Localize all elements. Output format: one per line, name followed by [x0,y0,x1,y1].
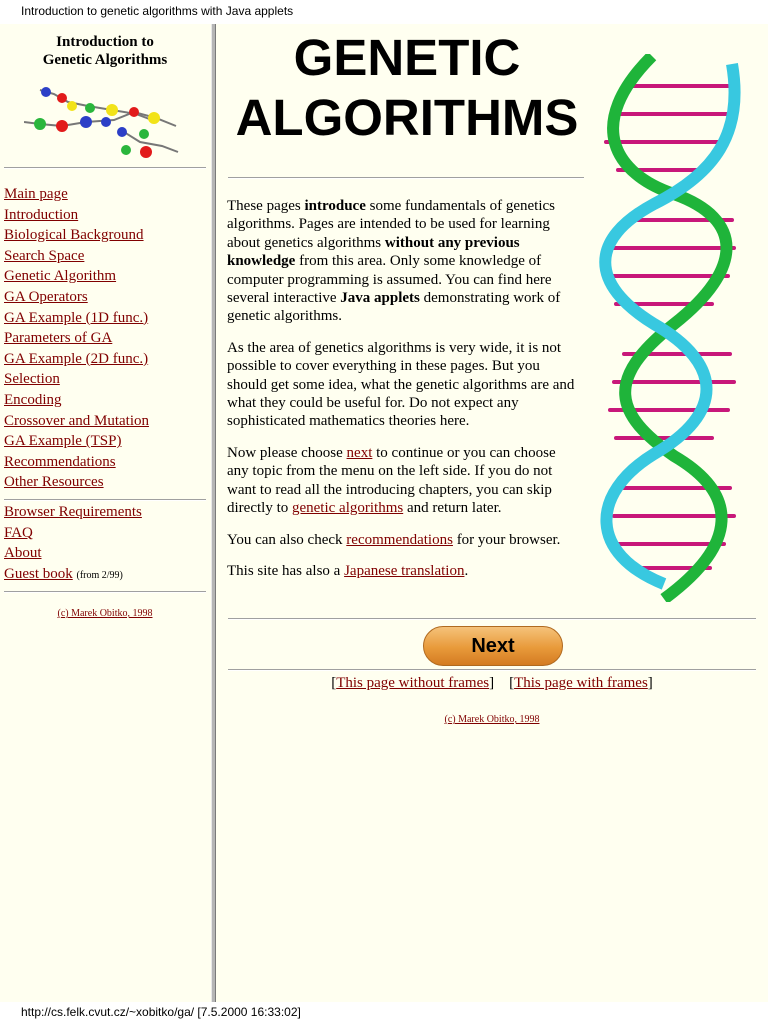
nav-link-browser-requirements[interactable]: Browser Requirements [4,504,142,520]
p3-text-1: Now please choose [227,444,347,461]
main-frame [216,24,768,1002]
nav-link-genetic-algorithm[interactable]: Genetic Algorithm [4,268,117,285]
page-title-line2: ALGORITHMS [235,89,579,146]
nav-link-main-page[interactable]: Main page [4,186,68,202]
sidebar-copyright [0,608,210,619]
p4-text-1: You can also check [227,531,347,548]
sidebar-title [0,33,210,69]
with-frames-link[interactable]: This page with frames [514,675,648,691]
next-link[interactable]: next [346,444,373,461]
p1-bold-java-applets: Java applets [340,290,420,307]
nav-link-parameters-of-ga[interactable]: Parameters of GA [4,330,113,347]
sidebar-title-line2: Genetic Algorithms [42,52,168,68]
intro-text [227,197,577,593]
molecule-logo [24,84,184,164]
p3-text-3: and return later. [403,500,502,517]
nav-link-ga-example-2d[interactable]: GA Example (2D func.) [4,350,149,367]
nav-link-recommendations[interactable]: Recommendations [4,453,116,470]
p4-text-2: for your browser. [452,531,561,548]
page-title-line1: GENETIC [293,29,521,86]
sidebar-divider-bottom [4,591,206,593]
main-copyright [216,714,768,725]
content-divider-top [228,618,756,620]
nav-link-ga-example-1d[interactable]: GA Example (1D func.) [4,309,149,326]
sidebar-divider-top [4,167,206,169]
guest-book-row [4,564,142,587]
dna-helix-image [594,54,744,602]
sidebar-divider-middle [4,499,206,501]
main-copyright-link[interactable]: (c) Marek Obitko, 1998 [444,714,540,725]
nav-link-crossover-mutation[interactable]: Crossover and Mutation [4,412,149,429]
p1-text-1: These pages [227,198,305,214]
sidebar-title-line1: Introduction to [56,34,154,50]
nav-link-biological-background[interactable]: Biological Background [4,227,144,244]
paragraph-recommendations [227,531,577,549]
nav-link-faq[interactable]: FAQ [4,524,33,541]
paragraph-navigation [227,444,577,518]
left-frame [0,24,210,1002]
paragraph-intro [227,197,577,326]
p1-text-4: demonstrating work of genetic algorithms. [227,290,561,325]
nav-link-ga-example-tsp[interactable]: GA Example (TSP) [4,433,122,450]
nav-link-selection[interactable]: Selection [4,371,60,388]
nav-link-guest-book[interactable]: Guest book [4,565,73,582]
content-divider-bottom [228,669,756,671]
nav-link-ga-operators[interactable]: GA Operators [4,288,88,305]
paragraph-scope: As the area of genetics algorithms is very wide, it is not possible to cover everything in these pages. But you should get some idea, what the genetic algorithms are and what they could be useful for. Do not expect any sophisticated mathematics theories here. [227,339,575,430]
frame-links: [This page without frames] [This page with frames] [331,675,653,691]
genetic-algorithms-link[interactable]: genetic algorithms [291,500,404,517]
print-footer: http://cs.felk.cvut.cz/~xobitko/ga/ [7.5.2000 16:33:02] [21,1005,301,1019]
page-title [228,28,586,148]
p1-text-2: some fundamentals of genetics algorithms. Pages are intended to be used for learning about genetics algorithms [227,198,555,251]
sidebar-nav-extra [4,502,142,586]
frameset [0,24,768,1002]
no-frames-link[interactable]: This page without frames [336,675,490,691]
guest-book-note: (from 2/99) [76,569,123,581]
p1-bold-introduce: introduce [304,198,366,214]
japanese-translation-link[interactable]: Japanese translation [344,562,465,579]
print-header: Introduction to genetic algorithms with Java applets [21,4,294,18]
next-button[interactable]: Next [423,626,563,666]
title-divider [228,177,584,179]
p1-text-3: from this area. Only some knowledge of computer programming is assumed. You can find here several interactive [227,253,552,307]
p5-text-1: This site has also a [227,562,345,579]
p3-text-2: to continue or you can choose any topic from the menu on the left side. If you do not want to read all the introducing chapters, you can skip directly to [227,444,556,517]
recommendations-link[interactable]: recommendations [346,531,453,548]
paragraph-translation [227,562,577,580]
sidebar-nav [4,184,149,493]
sidebar-copyright-link[interactable]: (c) Marek Obitko, 1998 [57,608,153,619]
nav-link-encoding[interactable]: Encoding [4,391,62,408]
nav-link-introduction[interactable]: Introduction [4,206,79,223]
p5-text-2: . [464,562,469,579]
p1-bold-no-knowledge: without any previous knowledge [227,234,520,270]
nav-link-search-space[interactable]: Search Space [4,247,85,264]
nav-link-other-resources[interactable]: Other Resources [4,474,104,491]
nav-link-about[interactable]: About [4,545,42,562]
